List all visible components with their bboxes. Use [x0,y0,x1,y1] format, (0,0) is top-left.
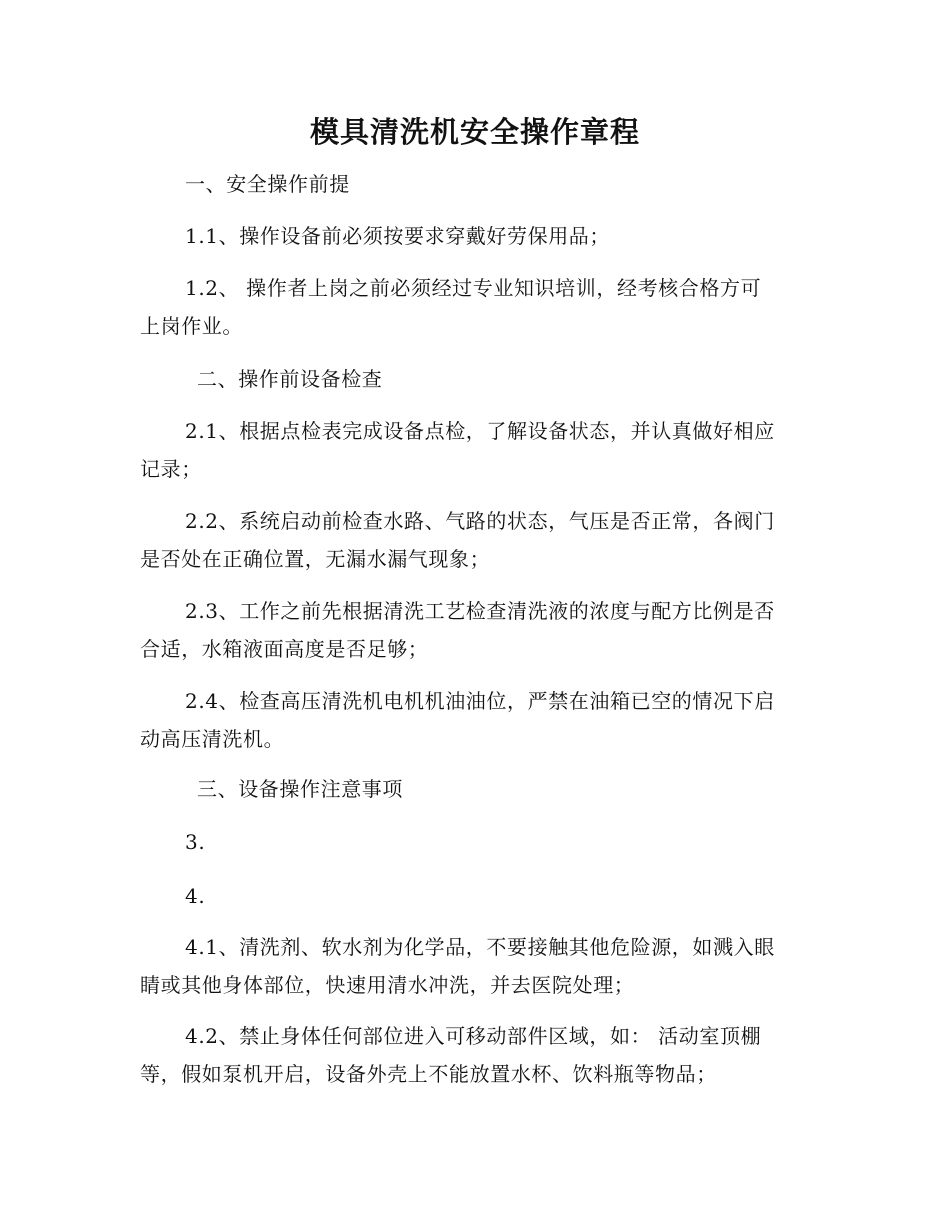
document-title: 模具清洗机安全操作章程 [309,115,640,149]
paragraph-1-1: 1.1、操作设备前必须按要求穿戴好劳保用品； [185,224,611,248]
paragraph-2-2-line-2: 是否处在正确位置，无漏水漏气现象； [140,547,491,571]
paragraph-2-3-line-1: 2.3、工作之前先根据清洗工艺检查清洗液的浓度与配方比例是否 [185,599,775,623]
section-1-heading: 一、安全操作前提 [185,172,350,196]
paragraph-2-1-line-1: 2.1、根据点检表完成设备点检，了解设备状态，并认真做好相应 [185,419,775,443]
item-4: 4. [185,884,206,908]
paragraph-2-4-line-2: 动高压清洗机。 [140,727,285,751]
paragraph-2-1-line-2: 记录； [140,457,202,481]
paragraph-4-1-line-2: 睛或其他身体部位，快速用清水冲洗，并去医院处理； [140,973,635,997]
paragraph-2-4-line-1: 2.4、检查高压清洗机电机机油油位，严禁在油箱已空的情况下启 [185,689,775,713]
paragraph-2-2-line-1: 2.2、系统启动前检查水路、气路的状态，气压是否正常，各阀门 [185,509,775,533]
paragraph-4-1-line-1: 4.1、清洗剂、软水剂为化学品，不要接触其他危险源，如溅入眼 [185,935,775,959]
paragraph-4-2-line-1: 4.2、禁止身体任何部位进入可移动部件区域，如： 活动室顶棚 [185,1024,762,1048]
paragraph-4-2-line-2: 等，假如泵机开启，设备外壳上不能放置水杯、饮料瓶等物品； [140,1062,717,1086]
item-3: 3. [185,830,206,854]
paragraph-2-3-line-2: 合适，水箱液面高度是否足够； [140,637,429,661]
section-3-heading: 三、设备操作注意事项 [197,777,403,801]
paragraph-1-2-line-1: 1.2、 操作者上岗之前必须经过专业知识培训，经考核合格方可 [185,276,762,300]
paragraph-1-2-line-2: 上岗作业。 [140,314,243,338]
section-2-heading: 二、操作前设备检查 [197,367,383,391]
